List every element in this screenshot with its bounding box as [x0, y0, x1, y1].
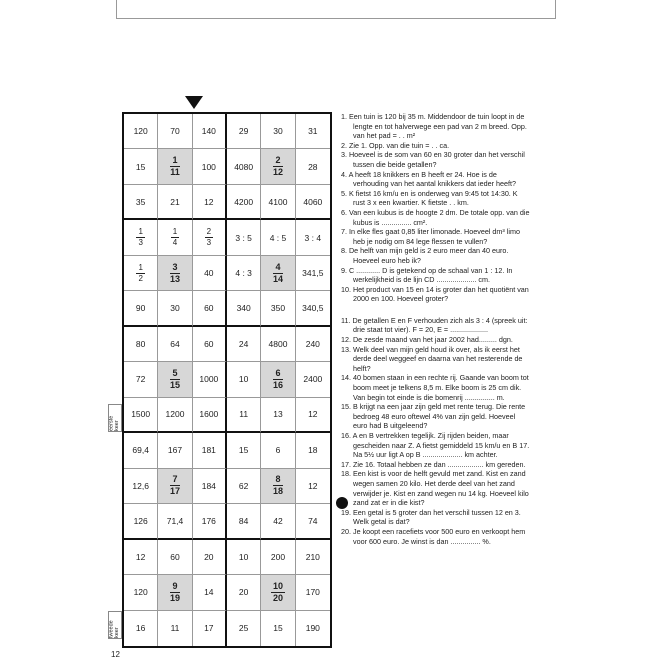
grid-cell-r7-c2	[158, 327, 192, 362]
answer-grid	[122, 112, 332, 648]
fraction	[273, 156, 283, 177]
grid-cell-value: 100	[201, 161, 216, 172]
grid-cell-value: 200	[270, 551, 286, 562]
grid-cell-r8-c1	[124, 362, 158, 397]
grid-cell-value: 167	[167, 445, 183, 456]
grid-cell-value: 29	[238, 126, 249, 137]
grid-cell-value: 190	[305, 623, 320, 634]
grid-cell-r9-c1	[124, 398, 158, 433]
grid-cell-r14-c2	[158, 575, 192, 610]
grid-cell-value: 80	[135, 339, 146, 350]
grid-cell-value: 60	[204, 303, 214, 314]
grid-cell-r11-c4	[227, 469, 261, 504]
grid-cell-r11-c6	[296, 469, 330, 504]
grid-cell-value: 71,4	[166, 515, 184, 526]
fraction	[170, 582, 180, 603]
question-2: 2. Zie 1. Opp. van die tuin = . . ca.	[341, 140, 450, 150]
page-number: 12	[111, 650, 120, 659]
fraction	[273, 263, 283, 284]
grid-cell-value: 12	[308, 480, 318, 491]
fraction-denominator: 18	[272, 486, 283, 497]
grid-cell-r8-c2	[158, 362, 192, 397]
grid-cell-value: 1200	[165, 409, 185, 420]
grid-cell-value: 24	[238, 339, 249, 350]
question-14: 14. 40 bomen staan in een rechte rij. Gaande van boom tot boom meet je telkens 8,5 m. Elke boom is 25 cm dik. Van begin tot einde is die bomenrij ............... m.	[341, 373, 529, 402]
fraction-denominator: 3	[206, 238, 212, 248]
fraction	[170, 263, 180, 284]
grid-cell-r3-c3	[193, 185, 227, 220]
section-gap	[341, 304, 531, 316]
grid-cell-value: 84	[238, 515, 249, 526]
fraction-denominator: 13	[169, 273, 180, 284]
grid-cell-value: 12	[308, 409, 318, 420]
grid-cell-r13-c4	[227, 540, 261, 575]
grid-cell-r9-c2	[158, 398, 192, 433]
grid-cell-value: 15	[238, 445, 249, 456]
grid-cell-r1-c4	[227, 114, 261, 149]
grid-cell-r15-c6	[296, 611, 330, 646]
grid-cell-r1-c1	[124, 114, 158, 149]
grid-cell-r11-c1	[124, 469, 158, 504]
grid-cell-value: 3 : 4	[304, 232, 322, 243]
grid-cell-r2-c2	[158, 149, 192, 184]
start-arrow-icon	[185, 96, 203, 109]
grid-cell-value: 4080	[234, 161, 254, 172]
question-5: 5. K fietst 16 km/u en is onderweg van 9:45 tot 14:30. K rust 3 x een kwartier. K fietste . . km.	[341, 188, 518, 208]
question-8: 8. De helft van mijn geld is 2 euro meer dan 40 euro. Hoeveel euro heb ik?	[341, 246, 509, 265]
first-round-label: eerste keer	[108, 404, 122, 432]
question-19: 19. Een getal is 5 groter dan het verschil tussen 12 en 3. Welk getal is dat?	[341, 507, 521, 527]
grid-cell-value: 3 : 5	[235, 232, 252, 243]
fraction-denominator: 4	[172, 238, 178, 248]
grid-cell-r9-c5	[261, 398, 295, 433]
page-top-frame	[116, 0, 556, 19]
grid-cell-r15-c4	[227, 611, 261, 646]
question-6: 6. Van een kubus is de hoogte 2 dm. De totale opp. van die kubus is ............... cm².	[341, 207, 530, 227]
grid-cell-r12-c1	[124, 504, 158, 539]
grid-cell-value: 25	[238, 623, 249, 634]
grid-cell-r5-c3	[193, 256, 227, 291]
grid-cell-value: 6	[275, 445, 281, 456]
fraction-numerator: 1	[138, 262, 143, 272]
question-13: 13. Welk deel van mijn geld houd ik over, als ik eerst het derde deel weggeef en daarna van het resterende de helft?	[341, 344, 523, 373]
fraction-numerator: 2	[275, 155, 281, 166]
fraction	[136, 264, 144, 283]
grid-cell-r6-c1	[124, 291, 158, 326]
grid-cell-r5-c4	[227, 256, 261, 291]
grid-cell-value: 10	[238, 374, 249, 385]
grid-cell-r3-c4	[227, 185, 261, 220]
grid-cell-value: 18	[308, 445, 318, 456]
grid-cell-r14-c1	[124, 575, 158, 610]
fraction-numerator: 1	[172, 227, 178, 237]
grid-cell-r4-c4	[227, 220, 261, 255]
grid-cell-value: 240	[305, 339, 320, 350]
grid-cell-r15-c5	[261, 611, 295, 646]
grid-cell-r14-c4	[227, 575, 261, 610]
grid-cell-r5-c6	[296, 256, 330, 291]
fraction-denominator: 14	[272, 273, 283, 284]
grid-cell-value: 140	[201, 126, 216, 137]
second-round-label: tweede keer	[108, 611, 122, 639]
fraction-denominator: 20	[272, 592, 283, 603]
grid-cell-r1-c3	[193, 114, 227, 149]
fraction	[273, 475, 283, 496]
question-11: 11. De getallen E en F verhouden zich als 3 : 4 (spreek uit: drie staat tot vier). F = 20, E = ...................	[341, 315, 528, 335]
grid-cell-r6-c4	[227, 291, 261, 326]
grid-cell-value: 30	[273, 126, 283, 137]
fraction	[171, 228, 179, 247]
grid-cell-r9-c6	[296, 398, 330, 433]
grid-cell-value: 90	[135, 303, 146, 314]
question-15: 15. B krijgt na een jaar zijn geld met rente terug. Die rente bedroeg 48 euro oftewel 4% van zijn geld. Hoeveel euro had B uitgeleend?	[341, 402, 526, 431]
grid-cell-r13-c1	[124, 540, 158, 575]
grid-cell-value: 20	[204, 551, 214, 562]
question-7: 7. In elke fles gaat 0,85 liter limonade. Hoeveel dm³ limo heb je nodig om 84 lege flessen te vullen?	[341, 227, 520, 246]
grid-cell-r5-c2	[158, 256, 192, 291]
grid-cell-r7-c1	[124, 327, 158, 362]
question-1: 1. Een tuin is 120 bij 35 m. Middendoor de tuin loopt in de lengte en tot halverwege een pad van 2 m breed. Opp. van het pad = . . m²	[341, 112, 527, 141]
grid-cell-value: 20	[238, 587, 249, 598]
grid-cell-r9-c3	[193, 398, 227, 433]
grid-cell-value: 120	[133, 587, 148, 598]
fraction-denominator: 16	[272, 379, 283, 390]
fraction-denominator: 3	[138, 238, 143, 248]
grid-cell-value: 4100	[268, 196, 288, 207]
grid-cell-value: 70	[170, 126, 180, 137]
fraction-numerator: 6	[275, 367, 281, 378]
grid-cell-r3-c1	[124, 185, 158, 220]
question-4: 4. A heeft 18 knikkers en B heeft er 24. Hoe is de verhouding van het aantal knikkers dat ieder heeft?	[341, 169, 517, 189]
fraction	[136, 228, 144, 247]
grid-cell-r5-c5	[261, 256, 295, 291]
grid-cell-r1-c5	[261, 114, 295, 149]
question-17: 17. Zie 16. Totaal hebben ze dan .................. km gereden.	[341, 459, 526, 469]
grid-cell-r6-c2	[158, 291, 192, 326]
fraction	[170, 156, 180, 177]
grid-cell-r2-c5	[261, 149, 295, 184]
grid-cell-r4-c2	[158, 220, 192, 255]
grid-cell-value: 30	[170, 303, 180, 314]
grid-cell-value: 4200	[234, 196, 254, 207]
fraction-denominator: 12	[272, 167, 283, 178]
grid-cell-value: 21	[170, 196, 180, 207]
grid-cell-value: 170	[305, 587, 320, 598]
grid-cell-r11-c2	[158, 469, 192, 504]
grid-cell-r10-c5	[261, 433, 295, 468]
grid-cell-r6-c5	[261, 291, 295, 326]
grid-cell-value: 17	[204, 623, 214, 634]
grid-cell-r12-c2	[158, 504, 192, 539]
fraction-numerator: 2	[206, 227, 212, 237]
grid-cell-r3-c5	[261, 185, 295, 220]
fraction	[170, 369, 180, 390]
fraction-denominator: 17	[169, 486, 180, 497]
grid-cell-value: 120	[133, 126, 148, 137]
grid-cell-r13-c6	[296, 540, 330, 575]
grid-cell-r11-c5	[261, 469, 295, 504]
grid-cell-r13-c2	[158, 540, 192, 575]
grid-cell-value: 62	[238, 480, 249, 491]
grid-cell-value: 176	[201, 515, 216, 526]
grid-cell-r4-c3	[193, 220, 227, 255]
fraction-numerator: 5	[172, 367, 178, 378]
grid-cell-r3-c2	[158, 185, 192, 220]
grid-cell-value: 1600	[199, 409, 219, 420]
question-18: 18. Een kist is voor de helft gevuld met zand. Kist en zand wegen samen 20 kilo. Het derde deel van het zand verwijder je. Kist en zand wegen nu 14 kg. Hoeveel kilo zand zat er in die kist?	[341, 469, 529, 508]
grid-cell-r12-c5	[261, 504, 295, 539]
fraction-numerator: 9	[172, 580, 178, 591]
grid-cell-r6-c3	[193, 291, 227, 326]
grid-cell-r7-c3	[193, 327, 227, 362]
question-list	[341, 112, 531, 546]
grid-cell-r8-c6	[296, 362, 330, 397]
grid-cell-value: 35	[135, 196, 146, 207]
fraction-denominator: 11	[170, 167, 180, 178]
grid-cell-r6-c6	[296, 291, 330, 326]
grid-cell-r13-c3	[193, 540, 227, 575]
fraction-numerator: 1	[138, 227, 143, 237]
grid-cell-r5-c1	[124, 256, 158, 291]
grid-cell-value: 74	[308, 515, 318, 526]
grid-cell-value: 4800	[268, 339, 288, 350]
grid-cell-value: 31	[308, 126, 318, 137]
grid-cell-value: 4 : 5	[269, 232, 287, 243]
grid-cell-r1-c2	[158, 114, 192, 149]
grid-cell-value: 15	[273, 623, 283, 634]
question-3: 3. Hoeveel is de som van 60 en 30 groter dan het verschil tussen die beide getallen?	[341, 150, 525, 169]
question-12: 12. De zesde maand van het jaar 2002 had......... dgn.	[341, 335, 513, 345]
grid-cell-value: 184	[201, 480, 216, 491]
grid-cell-r15-c3	[193, 611, 227, 646]
grid-cell-r15-c1	[124, 611, 158, 646]
grid-cell-value: 12,6	[132, 480, 149, 491]
grid-cell-value: 12	[204, 196, 214, 207]
grid-cell-value: 2400	[303, 374, 323, 385]
grid-cell-value: 340,5	[302, 303, 324, 314]
grid-cell-r10-c3	[193, 433, 227, 468]
fraction	[271, 582, 285, 603]
grid-cell-r4-c6	[296, 220, 330, 255]
grid-cell-value: 210	[305, 551, 320, 562]
grid-cell-value: 42	[273, 515, 283, 526]
grid-cell-r10-c2	[158, 433, 192, 468]
fraction-denominator: 19	[169, 592, 180, 603]
grid-cell-r2-c6	[296, 149, 330, 184]
grid-cell-r4-c5	[261, 220, 295, 255]
grid-cell-r8-c4	[227, 362, 261, 397]
grid-cell-r7-c6	[296, 327, 330, 362]
grid-cell-value: 40	[204, 268, 214, 279]
grid-cell-value: 341,5	[302, 268, 324, 279]
grid-cell-r12-c4	[227, 504, 261, 539]
question-9: 9. C ............ D is getekend op de schaal van 1 : 12. In werkelijkheid is de lijn CD .................... cm.	[341, 265, 513, 285]
grid-cell-value: 12	[135, 551, 146, 562]
grid-cell-value: 15	[135, 161, 146, 172]
fraction-numerator: 7	[172, 474, 178, 485]
fraction-numerator: 3	[172, 261, 178, 272]
question-16: 16. A en B vertrekken tegelijk. Zij rijden beiden, maar gescheiden naar Z. A fietst gemiddeld 15 km/u en B 17. Na 5½ uur ligt A op B .................... km achter.	[341, 431, 530, 460]
grid-cell-value: 60	[170, 551, 180, 562]
grid-cell-r2-c4	[227, 149, 261, 184]
question-20: 20. Je koopt een racefiets voor 500 euro en verkoopt hem voor 600 euro. Je winst is dan ............... %.	[341, 526, 526, 546]
grid-cell-r10-c6	[296, 433, 330, 468]
grid-cell-value: 11	[170, 623, 180, 634]
fraction-denominator: 2	[138, 273, 143, 283]
grid-cell-r9-c4	[227, 398, 261, 433]
fraction-denominator: 15	[169, 379, 180, 390]
fraction-numerator: 10	[272, 580, 283, 591]
grid-cell-value: 1000	[199, 374, 219, 385]
grid-cell-r1-c6	[296, 114, 330, 149]
fraction-numerator: 4	[275, 261, 281, 272]
fraction	[170, 475, 180, 496]
fraction	[205, 228, 213, 247]
grid-cell-value: 10	[238, 551, 249, 562]
grid-cell-value: 64	[170, 339, 180, 350]
grid-cell-value: 126	[133, 515, 148, 526]
grid-cell-r2-c1	[124, 149, 158, 184]
grid-cell-r14-c6	[296, 575, 330, 610]
grid-cell-r8-c5	[261, 362, 295, 397]
grid-cell-r4-c1	[124, 220, 158, 255]
grid-cell-r12-c6	[296, 504, 330, 539]
grid-cell-r12-c3	[193, 504, 227, 539]
fraction	[273, 369, 283, 390]
grid-cell-r2-c3	[193, 149, 227, 184]
grid-cell-value: 13	[273, 409, 283, 420]
grid-cell-r13-c5	[261, 540, 295, 575]
grid-cell-value: 72	[135, 374, 146, 385]
grid-cell-r10-c4	[227, 433, 261, 468]
grid-cell-r14-c3	[193, 575, 227, 610]
grid-cell-r8-c3	[193, 362, 227, 397]
grid-cell-r14-c5	[261, 575, 295, 610]
grid-cell-r7-c4	[227, 327, 261, 362]
grid-cell-r10-c1	[124, 433, 158, 468]
grid-cell-value: 11	[239, 409, 249, 420]
grid-cell-value: 181	[201, 445, 216, 456]
grid-cell-value: 1500	[131, 409, 151, 420]
grid-cell-value: 69,4	[132, 445, 149, 456]
grid-cell-r11-c3	[193, 469, 227, 504]
grid-cell-value: 14	[204, 587, 214, 598]
fraction-numerator: 1	[172, 155, 178, 166]
grid-cell-value: 340	[236, 303, 251, 314]
grid-cell-r3-c6	[296, 185, 330, 220]
grid-cell-value: 60	[204, 339, 214, 350]
grid-cell-value: 350	[270, 303, 286, 314]
grid-cell-value: 28	[308, 161, 318, 172]
fraction-numerator: 8	[275, 474, 281, 485]
grid-cell-value: 16	[135, 623, 146, 634]
grid-cell-r7-c5	[261, 327, 295, 362]
grid-cell-value: 4060	[303, 196, 323, 207]
grid-cell-r15-c2	[158, 611, 192, 646]
grid-cell-value: 4 : 3	[235, 268, 252, 279]
question-10: 10. Het product van 15 en 14 is groter dan het quotiënt van 2000 en 100. Hoeveel groter?	[341, 284, 529, 304]
